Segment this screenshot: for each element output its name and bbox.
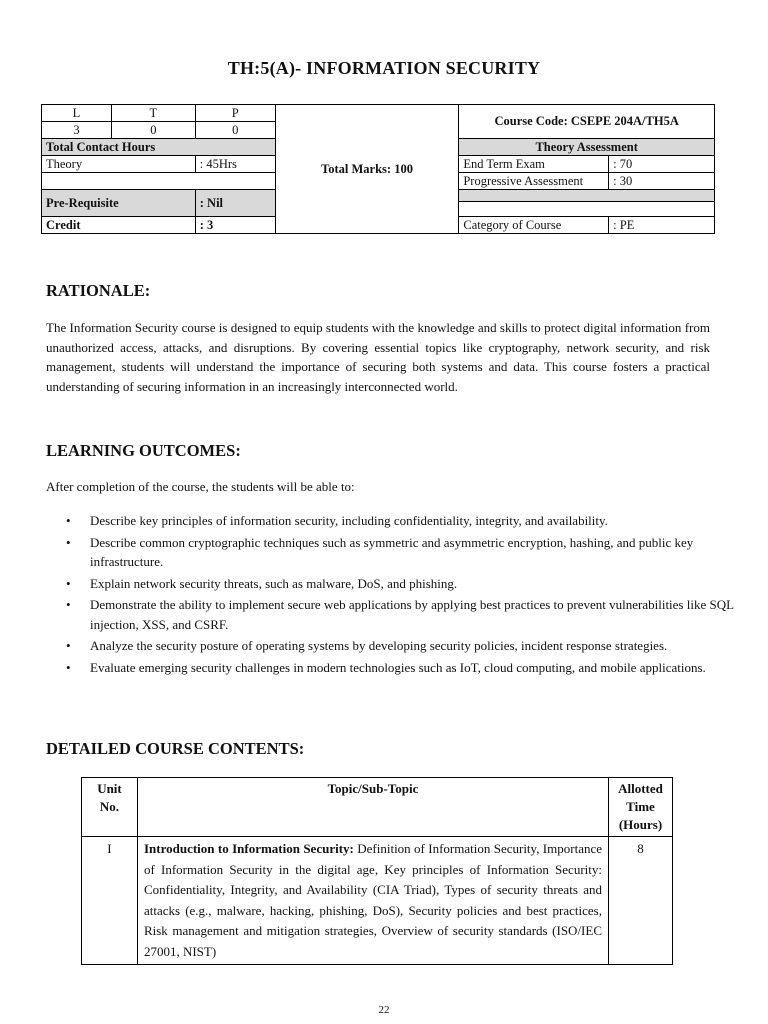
unit-number: I	[82, 837, 138, 965]
end-term-value: : 70	[609, 156, 715, 173]
bullet-icon: •	[66, 534, 71, 550]
list-item: • Describe key principles of information security, including confidentiality, integrity, and availability.	[90, 511, 740, 531]
credit-value: : 3	[195, 217, 275, 234]
page-number: 22	[378, 1004, 390, 1016]
allotted-hours: 8	[609, 837, 673, 965]
rationale-text: The Information Security course is designed to equip students with the knowledge and skills to protect digital information from unauthorized access, attacks, and disruptions. By covering essential topics like cryptography, network security, and risk management, students will understand the importance of securing both systems and data. This course fosters a practical understanding of securing information in an increasingly interconnected world.	[46, 320, 710, 394]
topic-title: Introduction to Information Security:	[143, 841, 354, 856]
progressive-label: Progressive Assessment	[459, 173, 609, 190]
learning-outcomes-heading: LEARNING OUTCOMES:	[46, 441, 241, 460]
page-title: TH:5(A)- INFORMATION SECURITY	[227, 58, 541, 78]
course-contents-heading: DETAILED COURSE CONTENTS:	[46, 739, 305, 758]
category-label: Category of Course	[459, 217, 609, 234]
end-term-label: End Term Exam	[459, 156, 609, 173]
course-info-table	[41, 104, 715, 234]
empty-cell	[459, 202, 715, 217]
prerequisite-label: Pre-Requisite	[42, 190, 196, 217]
theory-value: : 45Hrs	[195, 156, 275, 173]
gray-empty-cell	[459, 190, 715, 202]
table-row	[82, 837, 673, 965]
total-marks: Total Marks: 100	[275, 105, 459, 234]
credit-label: Credit	[42, 217, 196, 234]
list-item: • Demonstrate the ability to implement secure web applications by applying best practices to prevent vulnerabilities like SQL injection, XSS, and CSRF.	[66, 597, 734, 632]
category-value: : PE	[609, 217, 715, 234]
ltp-value-p: 0	[195, 122, 275, 139]
progressive-value: : 30	[609, 173, 715, 190]
list-item: • Evaluate emerging security challenges in modern technologies such as IoT, cloud computing, and mobile applications.	[90, 658, 740, 678]
theory-label: Theory	[42, 156, 196, 173]
ltp-label-p: P	[195, 105, 275, 122]
list-item: • Describe common cryptographic techniques such as symmetric and asymmetric encryption, hashing, and public key infrastructure.	[66, 534, 694, 569]
topic-cell	[137, 837, 608, 965]
ltp-value-l: 3	[42, 122, 112, 139]
list-item: • Analyze the security posture of operating systems by developing security policies, incident response strategies.	[90, 636, 740, 656]
rationale-heading: RATIONALE:	[46, 281, 151, 300]
bullet-icon: •	[66, 597, 71, 612]
list-item: • Explain network security threats, such as malware, DoS, and phishing.	[90, 574, 740, 594]
prerequisite-value: : Nil	[195, 190, 275, 217]
col-header-unit: Unit No.	[82, 778, 138, 837]
course-contents-table	[81, 777, 673, 965]
empty-cell	[42, 173, 276, 190]
col-header-hours: Allotted Time (Hours)	[609, 778, 673, 837]
ltp-label-t: T	[111, 105, 195, 122]
theory-assessment-label: Theory Assessment	[459, 139, 715, 156]
course-code: Course Code: CSEPE 204A/TH5A	[459, 105, 715, 139]
col-header-topic: Topic/Sub-Topic	[137, 778, 608, 837]
bullet-icon: •	[66, 513, 71, 528]
learning-outcomes-list	[46, 511, 740, 679]
total-contact-hours-label: Total Contact Hours	[42, 139, 276, 156]
learning-outcomes-intro: After completion of the course, the students will be able to:	[46, 479, 355, 494]
bullet-icon: •	[66, 638, 71, 653]
bullet-icon: •	[66, 659, 71, 675]
ltp-value-t: 0	[111, 122, 195, 139]
ltp-label-l: L	[42, 105, 112, 122]
topic-body: Definition of Information Security, Importance of Information Security in the digital age, Key principles of Information Security: Confidentiality, Integrity, and Availability (CIA Triad), Types of security threats and attacks (e.g., malware, hacking, phishing, DoS), Security policies and best practices, Risk management and mitigation strategies, Overview of security standards (ISO/IEC 27001, NIST)	[143, 841, 603, 959]
bullet-icon: •	[66, 575, 71, 591]
